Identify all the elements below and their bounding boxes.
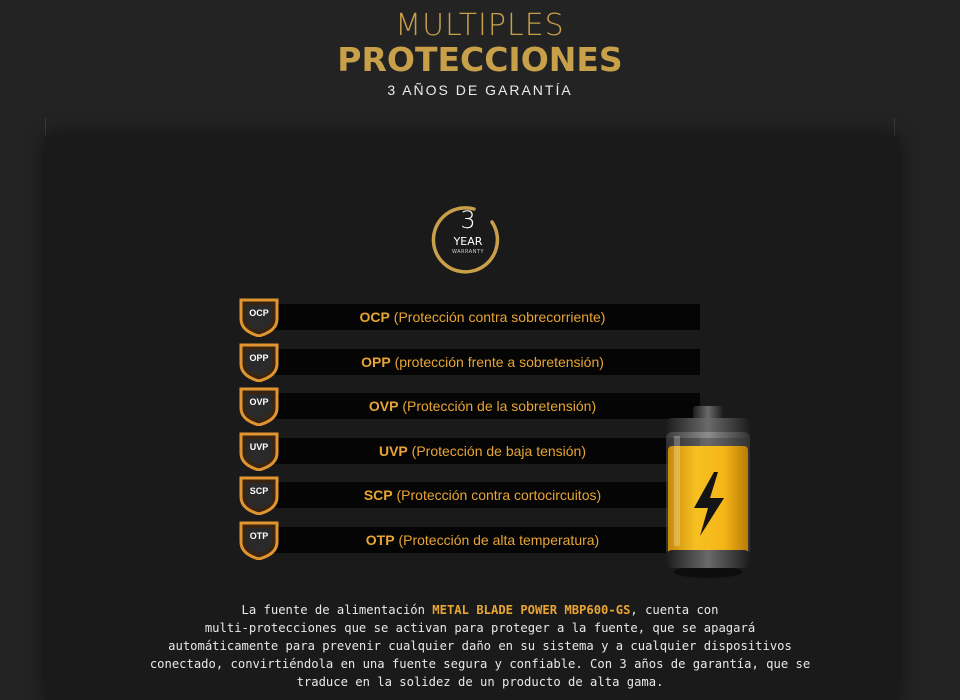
protection-description: (Protección de la sobretensión) (402, 398, 597, 414)
protection-text (265, 438, 700, 464)
protection-row-otp (235, 520, 700, 558)
warranty-number: 3 (460, 206, 476, 234)
product-name: METAL BLADE POWER MBP600-GS (432, 603, 631, 617)
protection-description: (Protección de alta temperatura) (398, 532, 600, 548)
protection-code: UVP (378, 443, 408, 459)
badge-label: OTP (249, 531, 269, 541)
description-line-4: conectado, convirtiéndola en una fuente segura y confiable. Con 3 años de garantía, que se (149, 657, 811, 671)
description-text: La fuente de alimentación (241, 603, 433, 617)
protection-description: (Protección contra cortocircuitos) (396, 487, 602, 503)
warranty-year: YEAR (453, 235, 483, 248)
protection-text (265, 482, 700, 508)
badge-label: UVP (249, 442, 269, 452)
warranty-badge (430, 202, 506, 278)
protection-description: (Protección contra sobrecorriente) (393, 309, 606, 325)
panel-edge-right (894, 118, 895, 138)
protection-code: SCP (363, 487, 393, 503)
description-line-5: traduce en la solidez de un producto de alta gama. (296, 675, 664, 689)
panel-edge-left (45, 118, 46, 138)
protection-code: OCP (359, 309, 390, 325)
protection-row-ovp (235, 386, 700, 424)
description-text: , cuenta con (630, 603, 719, 617)
protection-code: OPP (361, 354, 391, 370)
description-line-3: automáticamente para prevenir cualquier daño en su sistema y a cualquier dispositivos (168, 639, 792, 653)
protection-code: OVP (368, 398, 399, 414)
page-header (0, 0, 960, 110)
shield-badge-icon (235, 475, 283, 515)
protection-row-scp (235, 475, 700, 513)
protection-description: (Protección de baja tensión) (411, 443, 586, 459)
title-line-2: PROTECCIONES (337, 40, 623, 79)
shield-badge-icon (235, 520, 283, 560)
description-line-2: multi-protecciones que se activan para proteger a la fuente, que se apagará (204, 621, 756, 635)
shield-badge-icon (235, 342, 283, 382)
title-line-1: MULTIPLES (395, 8, 565, 43)
protection-text (265, 304, 700, 330)
badge-label: OPP (249, 353, 269, 363)
protection-row-opp (235, 342, 700, 380)
protection-row-uvp (235, 431, 700, 469)
product-description (130, 601, 830, 691)
protection-text (265, 393, 700, 419)
protection-text (265, 527, 700, 553)
protection-code: OTP (365, 532, 395, 548)
protection-description: (protección frente a sobretensión) (394, 354, 604, 370)
battery-charging-icon (660, 400, 760, 580)
subtitle-warranty: 3 AÑOS DE GARANTÍA (387, 82, 573, 98)
protection-row-ocp (235, 297, 700, 335)
description-line-1 (130, 601, 830, 619)
badge-label: OVP (249, 397, 269, 407)
badge-label: SCP (249, 486, 269, 496)
warranty-label: WARRANTY (451, 249, 485, 255)
shield-badge-icon (235, 297, 283, 337)
protection-text (265, 349, 700, 375)
badge-label: OCP (249, 308, 269, 318)
shield-badge-icon (235, 386, 283, 426)
shield-badge-icon (235, 431, 283, 471)
